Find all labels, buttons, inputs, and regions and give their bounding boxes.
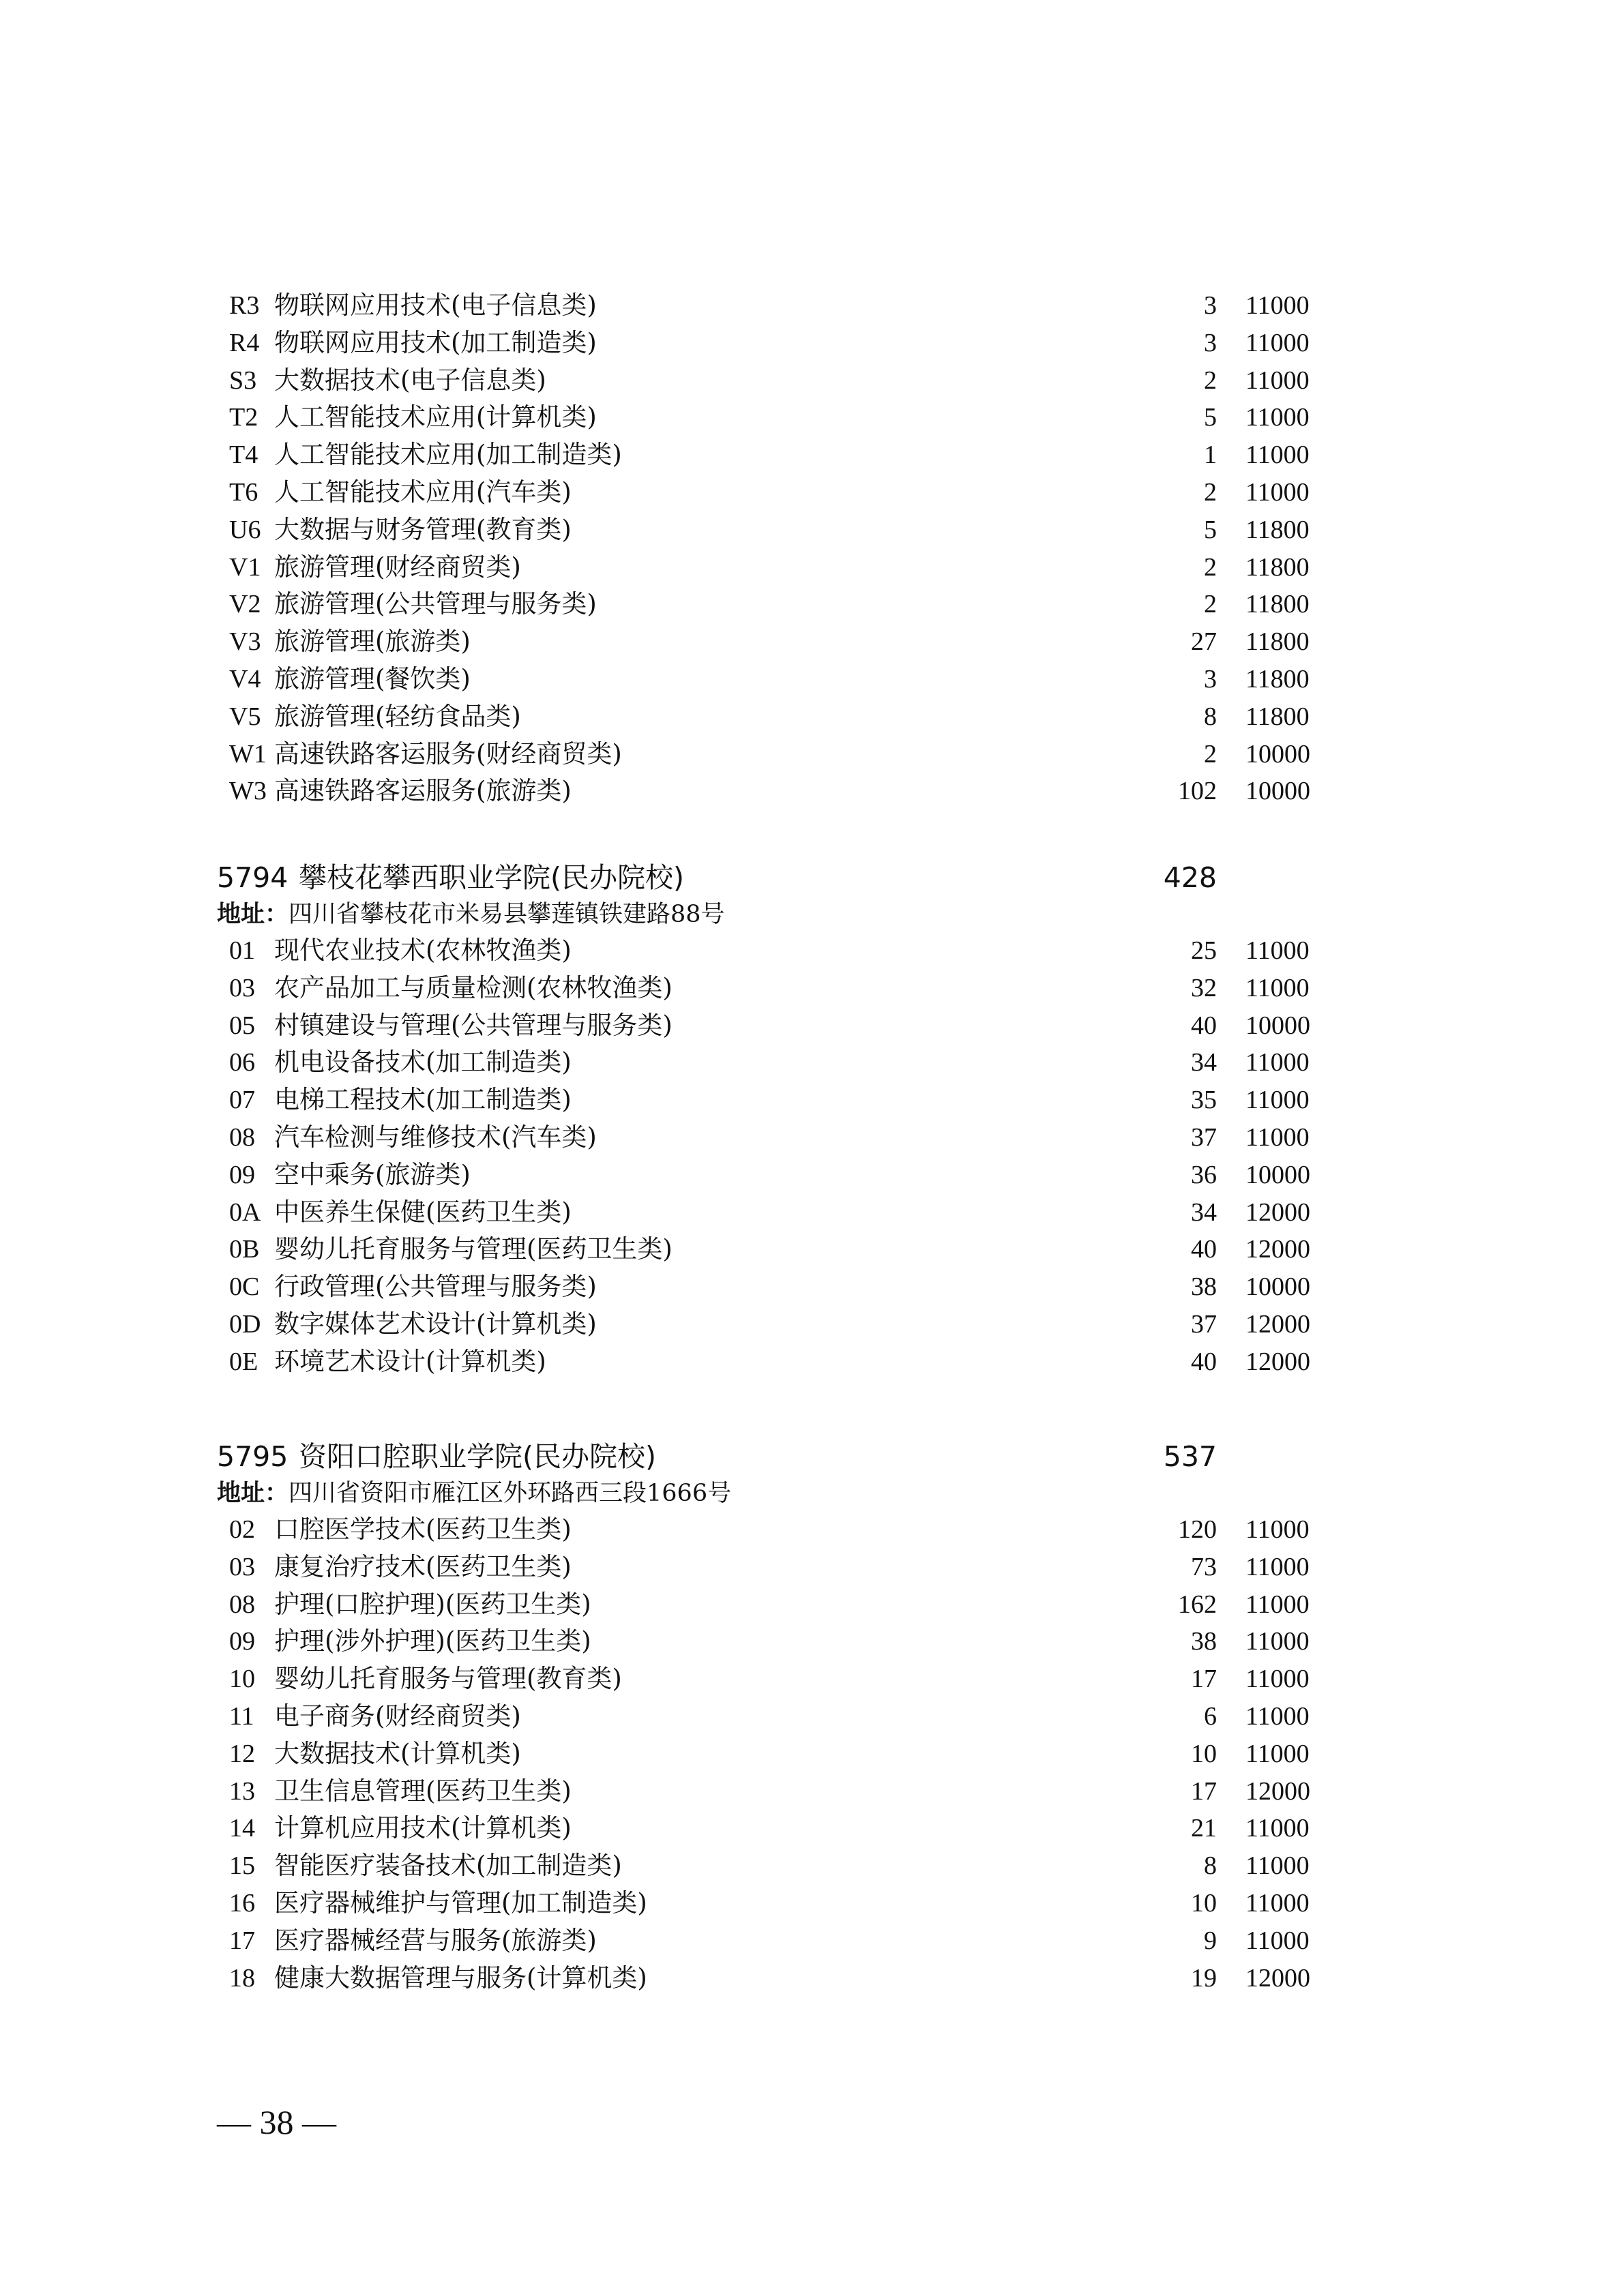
program-name: 大数据技术(电子信息类) bbox=[274, 365, 546, 395]
program-name: 机电设备技术(加工制造类) bbox=[274, 1047, 572, 1077]
program-row bbox=[217, 362, 1376, 400]
enrollment-count: 34 bbox=[1191, 1197, 1217, 1227]
program-row bbox=[217, 1549, 1376, 1586]
program-code: 18 bbox=[229, 1963, 255, 1993]
program-name: 计算机应用技术(计算机类) bbox=[274, 1813, 572, 1843]
program-name: 汽车检测与维修技术(汽车类) bbox=[274, 1122, 597, 1152]
tuition-fee: 11000 bbox=[1245, 936, 1310, 965]
enrollment-count: 102 bbox=[1178, 777, 1217, 806]
program-code: 17 bbox=[229, 1926, 255, 1955]
program-code: 07 bbox=[229, 1086, 255, 1115]
program-code: W1 bbox=[229, 739, 267, 769]
program-name: 婴幼儿托育服务与管理(教育类) bbox=[274, 1664, 622, 1694]
address-text: 四川省攀枝花市米易县攀莲镇铁建路88号 bbox=[289, 901, 725, 928]
program-row bbox=[217, 1810, 1376, 1847]
program-name: 行政管理(公共管理与服务类) bbox=[274, 1272, 597, 1302]
program-code: V2 bbox=[229, 590, 261, 619]
program-name: 婴幼儿托育服务与管理(医药卫生类) bbox=[274, 1234, 673, 1264]
tuition-fee: 10000 bbox=[1245, 1011, 1310, 1040]
program-code: T4 bbox=[229, 441, 259, 470]
enrollment-count: 32 bbox=[1191, 973, 1217, 1002]
enrollment-count: 1 bbox=[1204, 441, 1217, 470]
tuition-fee: 12000 bbox=[1245, 1309, 1310, 1339]
program-code: 0B bbox=[229, 1235, 260, 1264]
tuition-fee: 11000 bbox=[1245, 1926, 1310, 1955]
tuition-fee: 11000 bbox=[1245, 403, 1310, 432]
program-code: 0A bbox=[229, 1197, 261, 1227]
enrollment-count: 17 bbox=[1191, 1776, 1217, 1806]
school-address bbox=[217, 897, 1376, 932]
program-name: 环境艺术设计(计算机类) bbox=[274, 1346, 546, 1376]
program-name: 现代农业技术(农林牧渔类) bbox=[274, 936, 572, 965]
tuition-fee: 10000 bbox=[1245, 739, 1310, 769]
program-name: 卫生信息管理(医药卫生类) bbox=[274, 1776, 572, 1806]
program-row bbox=[217, 549, 1376, 586]
tuition-fee: 11000 bbox=[1245, 1739, 1310, 1768]
address-text: 四川省资阳市雁江区外环路西三段1666号 bbox=[289, 1480, 732, 1507]
tuition-fee: 11000 bbox=[1245, 1814, 1310, 1843]
enrollment-count: 8 bbox=[1204, 702, 1217, 731]
enrollment-count: 40 bbox=[1191, 1235, 1217, 1264]
program-row bbox=[217, 399, 1376, 436]
program-code: 11 bbox=[229, 1701, 254, 1731]
school-total-enrollment: 537 bbox=[1163, 1440, 1217, 1473]
program-code: 0C bbox=[229, 1272, 260, 1302]
program-name: 村镇建设与管理(公共管理与服务类) bbox=[274, 1010, 673, 1040]
program-row bbox=[217, 736, 1376, 773]
school-id: 5794 bbox=[217, 861, 289, 894]
address-label: 地址： bbox=[217, 1480, 289, 1507]
enrollment-count: 36 bbox=[1191, 1160, 1217, 1189]
school-section-5794 bbox=[217, 859, 1376, 1381]
program-code: 13 bbox=[229, 1776, 255, 1806]
school-name: 攀枝花攀西职业学院(民办院校) bbox=[299, 861, 684, 894]
tuition-fee: 11800 bbox=[1245, 552, 1310, 582]
program-code: 05 bbox=[229, 1011, 255, 1040]
program-row bbox=[217, 1343, 1376, 1381]
enrollment-count: 73 bbox=[1191, 1552, 1217, 1581]
enrollment-count: 162 bbox=[1178, 1590, 1217, 1619]
program-row bbox=[217, 661, 1376, 698]
program-name: 人工智能技术应用(加工制造类) bbox=[274, 440, 622, 470]
tuition-fee: 10000 bbox=[1245, 1272, 1310, 1302]
program-row bbox=[217, 1511, 1376, 1549]
tuition-fee: 12000 bbox=[1245, 1963, 1310, 1993]
program-row bbox=[217, 1847, 1376, 1885]
tuition-fee: 11800 bbox=[1245, 515, 1310, 544]
enrollment-count: 27 bbox=[1191, 627, 1217, 657]
program-name: 医疗器械维护与管理(加工制造类) bbox=[274, 1888, 647, 1918]
program-name: 人工智能技术应用(汽车类) bbox=[274, 477, 572, 507]
page-number: — 38 — bbox=[217, 2103, 336, 2141]
program-code: V3 bbox=[229, 627, 261, 657]
program-name: 中医养生保健(医药卫生类) bbox=[274, 1197, 572, 1227]
tuition-fee: 11000 bbox=[1245, 366, 1310, 395]
enrollment-count: 3 bbox=[1204, 328, 1217, 357]
program-name: 旅游管理(轻纺食品类) bbox=[274, 701, 521, 731]
program-row bbox=[217, 773, 1376, 810]
program-name: 护理(涉外护理)(医药卫生类) bbox=[274, 1626, 591, 1656]
program-code: V5 bbox=[229, 702, 261, 731]
enrollment-count: 9 bbox=[1204, 1926, 1217, 1955]
tuition-fee: 11000 bbox=[1245, 1888, 1310, 1918]
program-name: 人工智能技术应用(计算机类) bbox=[274, 402, 597, 432]
program-row bbox=[217, 436, 1376, 474]
program-code: R4 bbox=[229, 328, 260, 357]
tuition-fee: 11000 bbox=[1245, 1552, 1310, 1581]
tuition-fee: 11000 bbox=[1245, 973, 1310, 1002]
program-name: 电梯工程技术(加工制造类) bbox=[274, 1085, 572, 1115]
enrollment-count: 19 bbox=[1191, 1963, 1217, 1993]
program-name: 口腔医学技术(医药卫生类) bbox=[274, 1515, 572, 1544]
enrollment-count: 10 bbox=[1191, 1888, 1217, 1918]
program-code: 02 bbox=[229, 1515, 255, 1544]
program-code: 0E bbox=[229, 1347, 259, 1376]
program-row bbox=[217, 623, 1376, 661]
program-code: 09 bbox=[229, 1627, 255, 1656]
program-row bbox=[217, 698, 1376, 736]
program-name: 大数据技术(计算机类) bbox=[274, 1738, 521, 1768]
program-code: V4 bbox=[229, 664, 261, 694]
program-code: 01 bbox=[229, 936, 255, 965]
enrollment-count: 10 bbox=[1191, 1739, 1217, 1768]
program-code: 15 bbox=[229, 1851, 255, 1881]
tuition-fee: 11000 bbox=[1245, 1122, 1310, 1152]
program-code: R3 bbox=[229, 291, 260, 320]
program-row bbox=[217, 932, 1376, 970]
tuition-fee: 11000 bbox=[1245, 1086, 1310, 1115]
program-name: 智能医疗装备技术(加工制造类) bbox=[274, 1851, 622, 1881]
program-name: 空中乘务(旅游类) bbox=[274, 1159, 471, 1189]
tuition-fee: 11000 bbox=[1245, 1851, 1310, 1881]
enrollment-count: 2 bbox=[1204, 366, 1217, 395]
program-row bbox=[217, 1044, 1376, 1082]
enrollment-count: 5 bbox=[1204, 515, 1217, 544]
tuition-fee: 10000 bbox=[1245, 1160, 1310, 1189]
program-name: 大数据与财务管理(教育类) bbox=[274, 514, 572, 544]
enrollment-count: 38 bbox=[1191, 1627, 1217, 1656]
enrollment-count: 3 bbox=[1204, 664, 1217, 694]
enrollment-count: 21 bbox=[1191, 1814, 1217, 1843]
tuition-fee: 11000 bbox=[1245, 477, 1310, 507]
program-row bbox=[217, 1194, 1376, 1232]
program-name: 旅游管理(餐饮类) bbox=[274, 664, 471, 694]
program-row bbox=[217, 1586, 1376, 1624]
tuition-fee: 11000 bbox=[1245, 328, 1310, 357]
tuition-fee: 11800 bbox=[1245, 664, 1310, 694]
tuition-fee: 11000 bbox=[1245, 1515, 1310, 1544]
program-row bbox=[217, 1007, 1376, 1045]
program-code: 09 bbox=[229, 1160, 255, 1189]
program-name: 健康大数据管理与服务(计算机类) bbox=[274, 1963, 647, 1993]
program-row bbox=[217, 1660, 1376, 1698]
tuition-fee: 11800 bbox=[1245, 702, 1310, 731]
enrollment-count: 5 bbox=[1204, 403, 1217, 432]
program-row bbox=[217, 1082, 1376, 1119]
program-name: 高速铁路客运服务(财经商贸类) bbox=[274, 739, 622, 769]
program-row bbox=[217, 1268, 1376, 1306]
enrollment-count: 3 bbox=[1204, 291, 1217, 320]
enrollment-count: 25 bbox=[1191, 936, 1217, 965]
program-name: 数字媒体艺术设计(计算机类) bbox=[274, 1309, 597, 1339]
program-row bbox=[217, 1960, 1376, 1997]
program-row bbox=[217, 325, 1376, 362]
program-code: 14 bbox=[229, 1814, 255, 1843]
school-address bbox=[217, 1476, 1376, 1511]
program-code: S3 bbox=[229, 366, 257, 395]
program-name: 康复治疗技术(医药卫生类) bbox=[274, 1551, 572, 1581]
program-name: 护理(口腔护理)(医药卫生类) bbox=[274, 1589, 591, 1619]
enrollment-count: 2 bbox=[1204, 477, 1217, 507]
enrollment-count: 2 bbox=[1204, 590, 1217, 619]
program-name: 旅游管理(公共管理与服务类) bbox=[274, 589, 597, 619]
enrollment-count: 40 bbox=[1191, 1011, 1217, 1040]
program-row bbox=[217, 1922, 1376, 1960]
school-id: 5795 bbox=[217, 1440, 289, 1473]
program-name: 物联网应用技术(电子信息类) bbox=[274, 290, 597, 320]
program-code: 16 bbox=[229, 1888, 255, 1918]
program-name: 物联网应用技术(加工制造类) bbox=[274, 327, 597, 357]
program-code: 08 bbox=[229, 1590, 255, 1619]
program-row bbox=[217, 1157, 1376, 1194]
program-name: 旅游管理(财经商贸类) bbox=[274, 552, 521, 582]
continued-program-list bbox=[217, 287, 1376, 810]
enrollment-count: 34 bbox=[1191, 1048, 1217, 1077]
school-section-5795 bbox=[217, 1437, 1376, 1997]
program-code: U6 bbox=[229, 515, 261, 544]
tuition-fee: 10000 bbox=[1245, 777, 1310, 806]
tuition-fee: 11000 bbox=[1245, 1627, 1310, 1656]
tuition-fee: 11000 bbox=[1245, 291, 1310, 320]
program-name: 农产品加工与质量检测(农林牧渔类) bbox=[274, 972, 673, 1002]
program-code: T2 bbox=[229, 403, 259, 432]
tuition-fee: 11000 bbox=[1245, 441, 1310, 470]
tuition-fee: 11800 bbox=[1245, 590, 1310, 619]
program-code: 12 bbox=[229, 1739, 255, 1768]
program-row bbox=[217, 1773, 1376, 1810]
program-row bbox=[217, 511, 1376, 549]
school-header bbox=[217, 859, 1376, 897]
enrollment-count: 2 bbox=[1204, 739, 1217, 769]
program-row bbox=[217, 1885, 1376, 1922]
program-code: 06 bbox=[229, 1048, 255, 1077]
enrollment-count: 8 bbox=[1204, 1851, 1217, 1881]
school-name: 资阳口腔职业学院(民办院校) bbox=[299, 1440, 656, 1473]
program-row bbox=[217, 474, 1376, 511]
enrollment-count: 37 bbox=[1191, 1309, 1217, 1339]
tuition-fee: 11000 bbox=[1245, 1665, 1310, 1694]
program-code: 0D bbox=[229, 1309, 261, 1339]
program-code: W3 bbox=[229, 777, 267, 806]
program-row bbox=[217, 1623, 1376, 1660]
tuition-fee: 11000 bbox=[1245, 1701, 1310, 1731]
tuition-fee: 11000 bbox=[1245, 1048, 1310, 1077]
program-code: 03 bbox=[229, 1552, 255, 1581]
address-label: 地址： bbox=[217, 901, 289, 928]
program-row bbox=[217, 586, 1376, 623]
enrollment-count: 35 bbox=[1191, 1086, 1217, 1115]
program-row bbox=[217, 1231, 1376, 1268]
program-code: V1 bbox=[229, 552, 261, 582]
program-name: 电子商务(财经商贸类) bbox=[274, 1701, 521, 1731]
enrollment-count: 17 bbox=[1191, 1665, 1217, 1694]
tuition-fee: 12000 bbox=[1245, 1197, 1310, 1227]
tuition-fee: 12000 bbox=[1245, 1776, 1310, 1806]
tuition-fee: 12000 bbox=[1245, 1235, 1310, 1264]
enrollment-count: 38 bbox=[1191, 1272, 1217, 1302]
school-header bbox=[217, 1437, 1376, 1476]
enrollment-count: 120 bbox=[1178, 1515, 1217, 1544]
school-total-enrollment: 428 bbox=[1163, 861, 1217, 894]
program-row bbox=[217, 1735, 1376, 1773]
enrollment-count: 37 bbox=[1191, 1122, 1217, 1152]
program-code: 03 bbox=[229, 973, 255, 1002]
program-code: 08 bbox=[229, 1122, 255, 1152]
program-row bbox=[217, 287, 1376, 325]
enrollment-count: 6 bbox=[1204, 1701, 1217, 1731]
tuition-fee: 11800 bbox=[1245, 627, 1310, 657]
program-row bbox=[217, 1698, 1376, 1735]
enrollment-count: 40 bbox=[1191, 1347, 1217, 1376]
program-code: T6 bbox=[229, 477, 259, 507]
program-name: 高速铁路客运服务(旅游类) bbox=[274, 776, 572, 806]
program-name: 旅游管理(旅游类) bbox=[274, 627, 471, 657]
program-code: 10 bbox=[229, 1665, 255, 1694]
program-row bbox=[217, 1306, 1376, 1343]
tuition-fee: 12000 bbox=[1245, 1347, 1310, 1376]
program-row bbox=[217, 970, 1376, 1007]
program-row bbox=[217, 1119, 1376, 1157]
enrollment-count: 2 bbox=[1204, 552, 1217, 582]
program-name: 医疗器械经营与服务(旅游类) bbox=[274, 1925, 597, 1955]
tuition-fee: 11000 bbox=[1245, 1590, 1310, 1619]
